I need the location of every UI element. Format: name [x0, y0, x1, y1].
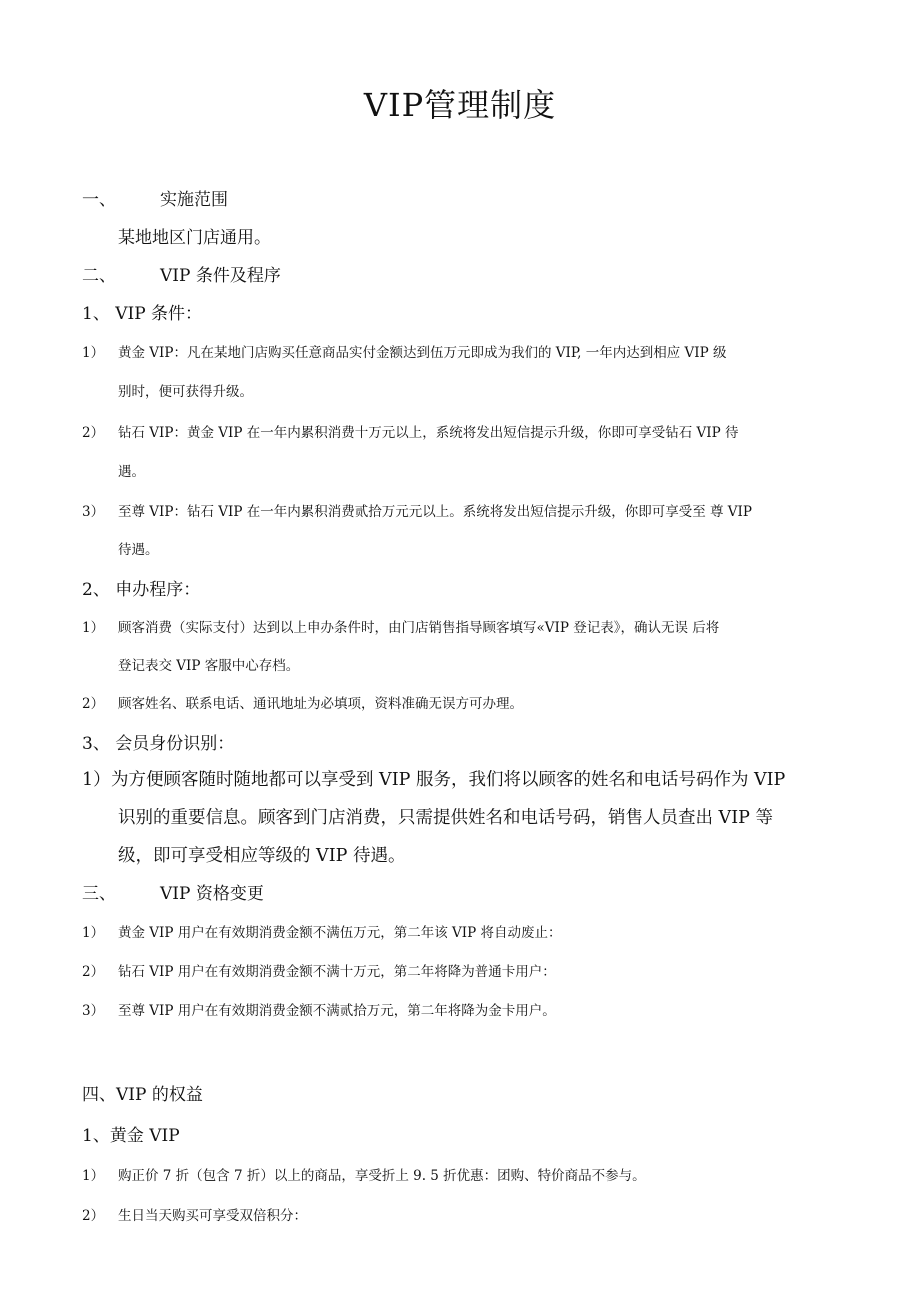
- list-item-text: 生日当天购买可享受双倍积分：: [118, 1208, 307, 1224]
- list-item-text: 购正价 7 折（包含 7 折）以上的商品，享受折上 9. 5 折优惠：团购、特价商品不参与。: [118, 1168, 646, 1184]
- subsection-gold-vip: 1、黄金 VIP: [82, 1126, 180, 1146]
- list-item-number: 1）: [82, 925, 105, 941]
- list-item-text: 为方便顾客随时随地都可以享受到 VIP 服务，我们将以顾客的姓名和电话号码作为 VIP: [111, 770, 786, 790]
- section-3-heading: VIP 资格变更: [160, 884, 264, 904]
- section-2-number: 二、: [82, 266, 116, 286]
- list-item-text-cont: 登记表交 VIP 客服中心存档。: [118, 658, 300, 674]
- section-1-text: 某地地区门店通用。: [118, 228, 271, 248]
- list-item-text: 钻石 VIP：黄金 VIP 在一年内累积消费十万元以上，系统将发出短信提示升级，你即可享受钻石 VIP 待: [118, 425, 739, 441]
- list-item-number: 2）: [82, 696, 105, 712]
- list-item-number: 1）: [82, 345, 105, 361]
- list-item-number: 3）: [82, 1003, 105, 1019]
- section-4-heading: 四、VIP 的权益: [82, 1085, 203, 1105]
- list-item-text: 顾客姓名、联系电话、通讯地址为必填项，资料准确无误方可办理。: [118, 696, 523, 712]
- list-item-text: 至尊 VIP 用户在有效期消费金额不满贰拾万元，第二年将降为金卡用户。: [118, 1003, 556, 1019]
- list-item-number: 1）: [82, 620, 105, 636]
- list-item-text: 黄金 VIP：凡在某地门店购买任意商品实付金额达到伍万元即成为我们的 VIP, 一年内达到相应 VIP 级: [118, 345, 727, 361]
- list-item-text-cont: 别时，便可获得升级。: [118, 384, 253, 400]
- subsection-vip-conditions: 1、 VIP 条件：: [82, 304, 203, 324]
- list-item-text-cont: 遇。: [118, 464, 145, 480]
- list-item-number: 1）: [82, 770, 111, 790]
- list-item-number: 2）: [82, 425, 105, 441]
- list-item-text: 顾客消费（实际支付）达到以上申办条件时，由门店销售指导顾客填写«VIP 登记表》，确认无误 后将: [118, 620, 720, 636]
- section-1-number: 一、: [82, 190, 116, 210]
- section-1-heading: 实施范围: [160, 190, 228, 210]
- list-item-text: 至尊 VIP：钻石 VIP 在一年内累积消费贰拾万元元以上。系统将发出短信提示升级，你即可享受至 尊 VIP: [118, 504, 752, 520]
- subsection-member-identification: 3、 会员身份识别：: [82, 734, 235, 754]
- list-item-text-cont: 级，即可享受相应等级的 VIP 待遇。: [118, 846, 406, 866]
- subsection-application-procedure: 2、 申办程序：: [82, 580, 201, 600]
- section-2-heading: VIP 条件及程序: [160, 266, 281, 286]
- list-item-number: 2）: [82, 1208, 105, 1224]
- section-3-number: 三、: [82, 884, 116, 904]
- list-item-text: 钻石 VIP 用户在有效期消费金额不满十万元，第二年将降为普通卡用户：: [118, 964, 556, 980]
- list-item-number: 1）: [82, 1168, 105, 1184]
- list-item-number: 3）: [82, 504, 105, 520]
- list-item-text-cont: 待遇。: [118, 542, 159, 558]
- list-item-number: 2）: [82, 964, 105, 980]
- list-item-text: 黄金 VIP 用户在有效期消费金额不满伍万元，第二年该 VIP 将自动废止：: [118, 925, 562, 941]
- list-item-text-cont: 识别的重要信息。顾客到门店消费，只需提供姓名和电话号码，销售人员查出 VIP 等: [118, 808, 773, 828]
- page-title: VIP管理制度: [363, 86, 557, 124]
